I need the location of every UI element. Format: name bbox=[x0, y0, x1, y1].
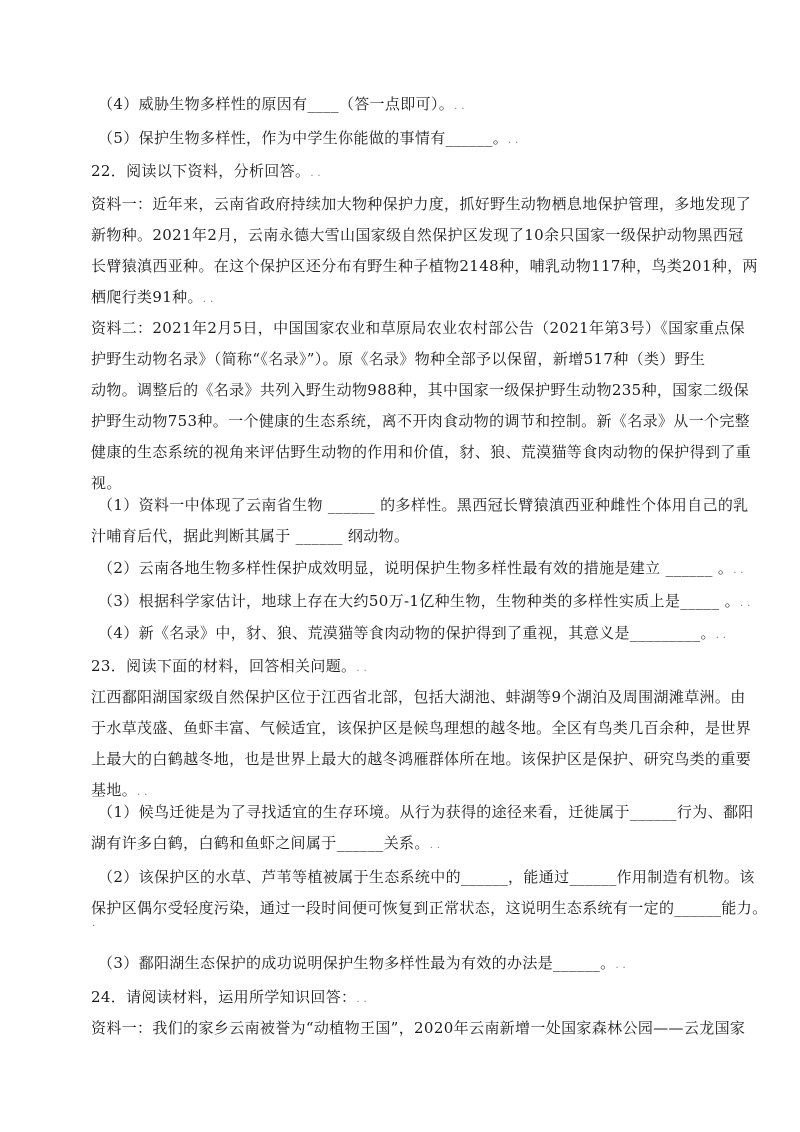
text-line: 动物。调整后的《名录》共列入野生动物988种，其中国家一级保护野生动物235种，国家二级保 bbox=[91, 381, 750, 399]
text-line: 健康的生态系统的视角来评估野生动物的作用和价值，豺、狼、荒漠猫等食肉动物的保护得到了重 bbox=[91, 443, 752, 461]
text-line: 保护区偶尔受轻度污染，通过一段时间便可恢复到正常状态，这说明生态系统有一定的______能力。 bbox=[91, 899, 768, 917]
question-heading: 24．请阅读材料，运用所学知识回答：. . bbox=[91, 988, 367, 1006]
text-line: 护野生动物753种。一个健康的生态系统，离不开肉食动物的调节和控制。新《名录》从一个完整 bbox=[91, 412, 751, 430]
text-line: 基地。. . bbox=[91, 781, 148, 799]
text-line: 上最大的白鹤越冬地，也是世界上最大的越冬鸿雁群体所在地。该保护区是保护、研究鸟类的重要 bbox=[91, 750, 752, 768]
text-line: （4）威胁生物多样性的原因有____（答一点即可）。. . bbox=[98, 95, 465, 113]
question-heading: 22．阅读以下资料，分析回答。. . bbox=[91, 162, 321, 180]
text-line: 湖有许多白鹤，白鹤和鱼虾之间属于______关系。. . bbox=[91, 834, 441, 852]
text-line: （5）保护生物多样性，作为中学生你能做的事情有______。. . bbox=[98, 129, 519, 147]
question-heading: 23．阅读下面的材料，回答相关问题。. . bbox=[91, 657, 367, 675]
text-line: 护野生动物名录》（简称“《名录》”）。原《名录》物种全部予以保留，新增517种（类）野生 bbox=[91, 350, 706, 368]
margin-mark: . bbox=[92, 918, 96, 929]
text-line: 栖爬行类91种。. . bbox=[91, 288, 214, 306]
text-line: （3）鄱阳湖生态保护的成功说明保护生物多样性最为有效的办法是______。. . bbox=[98, 954, 627, 972]
text-line: （1）候鸟迁徙是为了寻找适宜的生存环境。从行为获得的途径来看，迁徙属于______行为、鄱阳 bbox=[98, 803, 754, 821]
text-line: （1）资料一中体现了云南省生物 ______ 的多样性。黑西冠长臂猿滇西亚种雌性个体用自己的乳 bbox=[98, 496, 749, 514]
text-line: 资料一：我们的家乡云南被誉为“动植物王国”，2020年云南新增一处国家森林公园——云龙国家 bbox=[91, 1019, 746, 1037]
text-line: 视。 bbox=[91, 474, 122, 492]
text-line: 江西鄱阳湖国家级自然保护区位于江西省北部，包括大湖池、蚌湖等9个湖泊及周围湖滩草洲。由 bbox=[91, 688, 746, 706]
text-line: 长臂猿滇西亚种。在这个保护区还分布有野生种子植物2148种，哺乳动物117种，鸟类201种，两 bbox=[91, 257, 758, 275]
text-line: 新物种。2021年2月，云南永德大雪山国家级自然保护区发现了10余只国家一级保护动物黑西冠 bbox=[91, 226, 744, 244]
text-line: 资料二：2021年2月5日，中国国家农业和草原局农业农村部公告（2021年第3号）《国家重点保 bbox=[91, 319, 745, 337]
text-line: 资料一：近年来，云南省政府持续加大物种保护力度，抓好野生动物栖息地保护管理，多地发现了 bbox=[91, 195, 752, 213]
text-line: 汁哺育后代，据此判断其属于 ______ 纲动物。 bbox=[91, 527, 410, 545]
text-line: （3）根据科学家估计，地球上存在大约50万-1亿种生物，生物种类的多样性实质上是_____ 。. . bbox=[98, 592, 751, 610]
text-line: （2）云南各地生物多样性保护成效明显，说明保护生物多样性最有效的措施是建立 ______ 。. . bbox=[98, 559, 744, 577]
text-line: 于水草茂盛、鱼虾丰富、气候适宜，该保护区是候鸟理想的越冬地。全区有鸟类几百余种，是世界 bbox=[91, 719, 752, 737]
text-line: （4）新《名录》中，豺、狼、荒漠猫等食肉动物的保护得到了重视，其意义是_________。. . bbox=[98, 624, 727, 642]
text-line: （2）该保护区的水草、芦苇等植被属于生态系统中的______，能通过______作用制造有机物。该 bbox=[98, 868, 755, 886]
